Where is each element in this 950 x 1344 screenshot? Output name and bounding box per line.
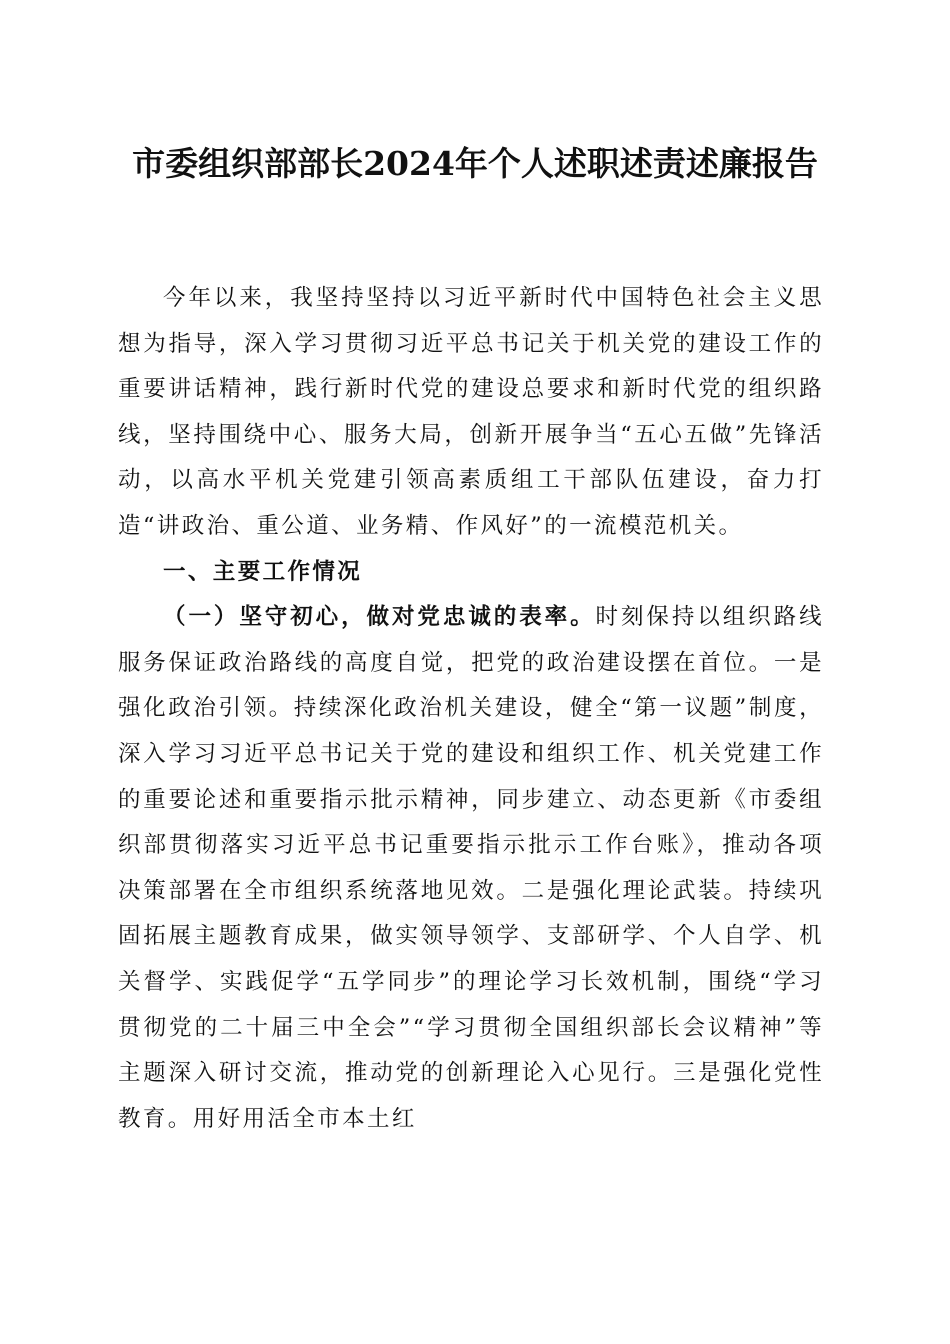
subsection-lead: （一）坚守初心，做对党忠诚的表率。 xyxy=(163,604,596,631)
subsection-body: 时刻保持以组织路线服务保证政治路线的高度自觉，把党的政治建设摆在首位。一是强化政治引领。持续深化政治机关建设，健全“第一议题”制度，深入学习习近平总书记关于党的建设和组织工作、机关党建工作的重要论述和重要指示批示精神，同步建立、动态更新《市委组织部贯彻落实习近平总书记重要指示批示工作台账》，推动各项决策部署在全市组织系统落地见效。二是强化理论武装。持续巩固拓展主题教育成果，做实领导领学、支部研学、个人自学、机关督学、实践促学“五学同步”的理论学习长效机制，围绕“学习贯彻党的二十届三中全会”“学习贯彻全国组织部长会议精神”等主题深入研讨交流，推动党的创新理论入心见行。三是强化党性教育。用好用活全市本土红 xyxy=(118,604,824,1132)
subsection-paragraph xyxy=(118,595,824,1142)
document-title: 市委组织部部长2024年个人述职述责述廉报告 xyxy=(132,144,818,183)
section-heading: 一、主要工作情况 xyxy=(163,558,363,585)
document-body xyxy=(118,276,824,1142)
intro-paragraph: 今年以来，我坚持坚持以习近平新时代中国特色社会主义思想为指导，深入学习贯彻习近平总书记关于机关党的建设工作的重要讲话精神，践行新时代党的建设总要求和新时代党的组织路线，坚持围绕中心、服务大局，创新开展争当“五心五做”先锋活动，以高水平机关党建引领高素质组工干部队伍建设，奋力打造“讲政治、重公道、业务精、作风好”的一流模范机关。 xyxy=(118,285,824,539)
